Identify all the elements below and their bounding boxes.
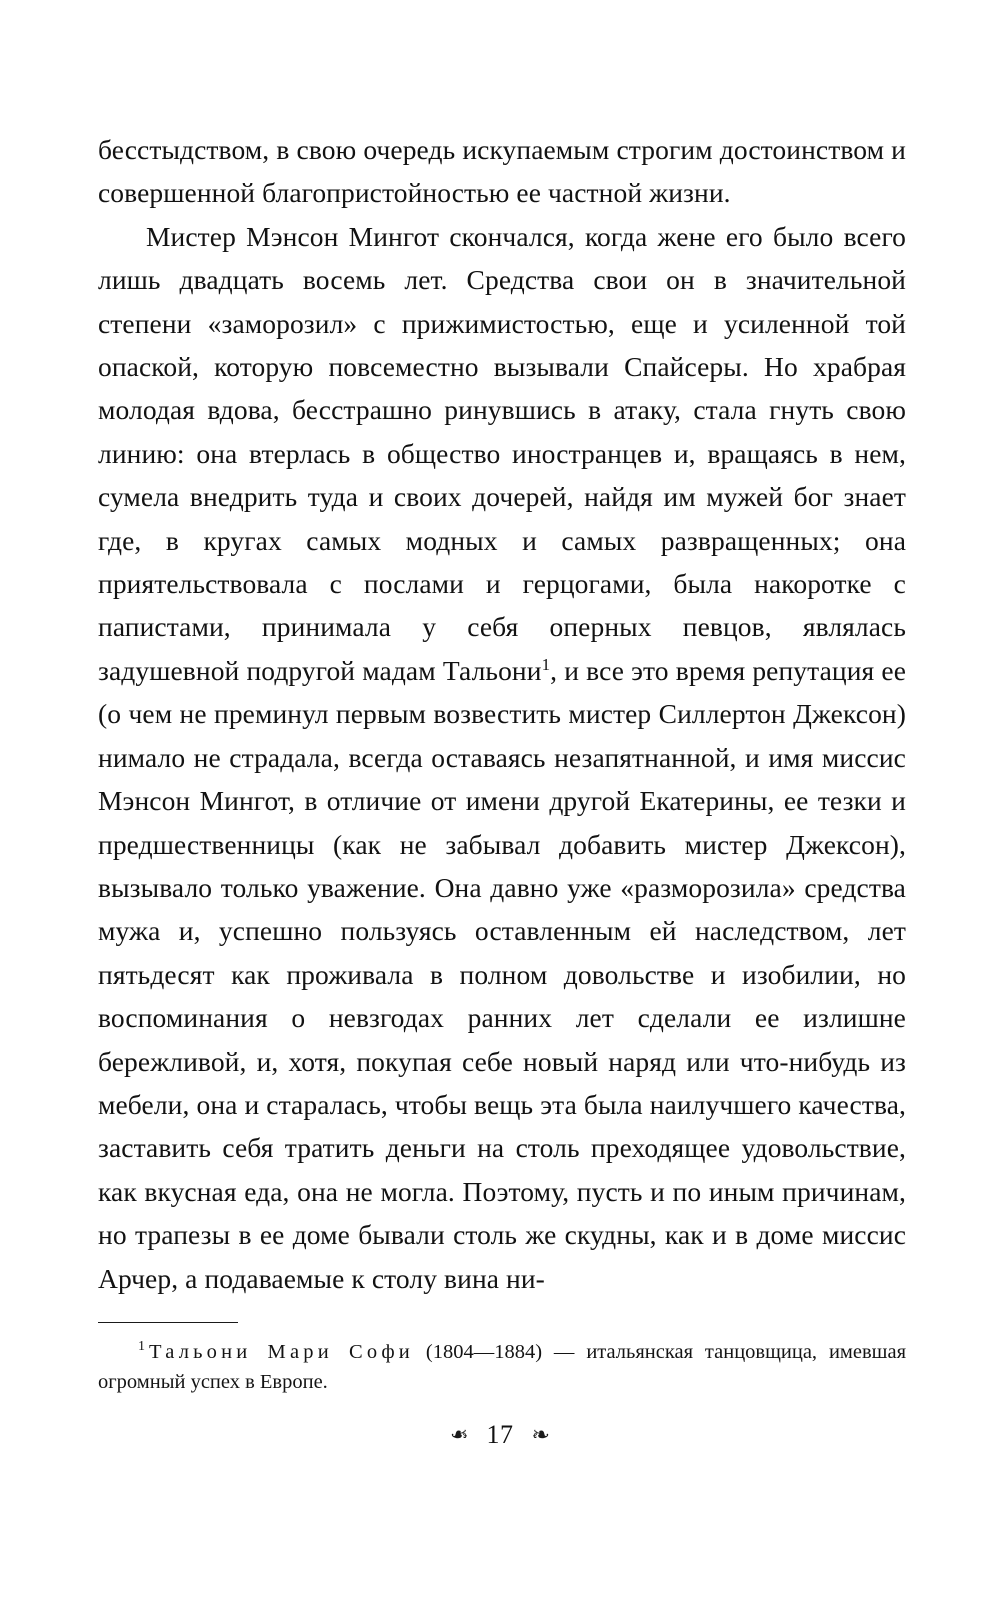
paragraph-2: [98, 215, 906, 1300]
footnote-subject-name: Тальони Мари Софи: [149, 1341, 414, 1363]
paragraph-1: бесстыдством, в свою очередь искупаемым строгим достоинством и совершенной благопристойностью ее частной жизни.: [98, 134, 906, 209]
body-text-block: [98, 128, 906, 1300]
footnote-1: [98, 1337, 906, 1397]
footnote-area: [98, 1322, 906, 1397]
page-number: 17: [486, 1420, 514, 1449]
page-footer: [0, 1420, 1000, 1450]
footnote-reference-1[interactable]: 1: [541, 654, 551, 674]
paragraph-2-part-1: Мистер Мэнсон Мингот скончался, когда жене его было всего лишь двадцать восемь лет. Средства свои он в значительной степени «заморозил» с прижимистостью, еще и усиленной той опаской, которую повсеместно вызывали Спайсеры. Но храбрая молодая вдова, бесстрашно ринувшись в атаку, стала гнуть свою линию: она втерлась в общество иностранцев и, вращаясь в нем, сумела внедрить туда и своих дочерей, найдя им мужей бог знает где, в кругах самых модных и самых развращенных; она приятельствовала с послами и герцогами, была накоротке с папистами, принимала у себя оперных певцов, являлась задушевной подругой мадам Тальони: [98, 220, 906, 686]
ornament-right-icon: ❧: [531, 1422, 550, 1447]
paragraph-2-part-2: , и все это время репутация ее (о чем не преминул первым возвестить мистер Силлертон Джексон) нимало не страдала, всегда оставаясь незапятнанной, и имя миссис Мэнсон Мингот, в отличие от имени другой Екатерины, ее тезки и предшественницы (как не забывал добавить мистер Джексон), вызывало только уважение. Она давно уже «разморозила» средства мужа и, успешно пользуясь оставленным ей наследством, лет пятьдесят как проживала в полном довольстве и изобилии, но воспоминания о невзгодах ранних лет сделали ее излишне бережливой, и, хотя, покупая себе новый наряд или что-нибудь из мебели, она и старалась, чтобы вещь эта была наилучшего качества, заставить себя тратить деньги на столь преходящее удовольствие, как вкусная еда, она не могла. Поэтому, пусть и по иным причинам, но трапезы в ее доме бывали столь же скудны, как и в доме миссис Арчер, а подаваемые к столу вина ни-: [98, 654, 906, 1294]
footnote-marker: 1: [138, 1339, 145, 1355]
footnote-divider: [98, 1322, 238, 1323]
ornament-left-icon: ❧: [450, 1422, 469, 1447]
footnote-body: (1804—1884) — итальянская танцовщица, имевшая огромный успех в Европе.: [98, 1341, 906, 1393]
